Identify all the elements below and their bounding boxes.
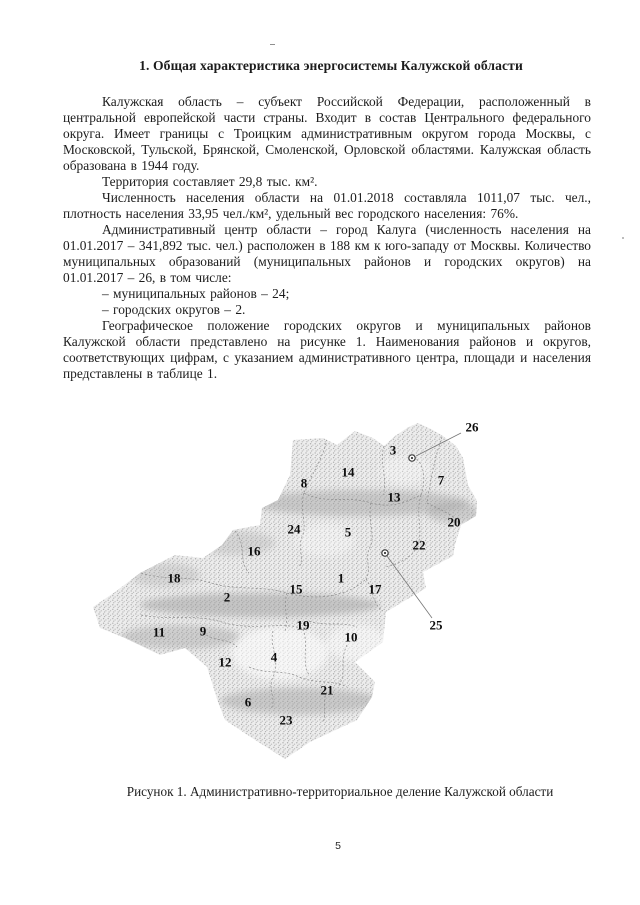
district-number-4: 4 — [270, 649, 278, 665]
district-number-19: 19 — [296, 617, 310, 633]
district-number-12: 12 — [218, 654, 232, 670]
paragraph-region-intro: Калужская область – субъект Российской Федерации, расположенный в центральной европейской части страны. Входит в состав Центрального федерального округа. Имеет границы с Троицким административным округом города Москвы, с Московской, Тульской, Брянской, Смоленской, Орловской областями. Калужская область образована в 1944 году. — [63, 94, 591, 173]
scan-artifact-speck — [622, 237, 624, 239]
page-number: 5 — [335, 840, 341, 852]
district-number-14: 14 — [341, 464, 355, 480]
district-number-2: 2 — [223, 589, 231, 605]
district-number-22: 22 — [412, 537, 426, 553]
district-number-16: 16 — [247, 543, 261, 559]
figure-caption: Рисунок 1. Административно-территориальное деление Калужской области — [126, 784, 554, 799]
district-number-3: 3 — [389, 442, 397, 458]
district-number-5: 5 — [344, 524, 352, 540]
district-number-17: 17 — [368, 581, 382, 597]
paragraph-territory: Территория составляет 29,8 тыс. км². — [102, 174, 318, 189]
city-marker-central-dot — [384, 552, 386, 554]
district-number-23: 23 — [279, 712, 293, 728]
paragraph-admin-center: Административный центр области – город Калуга (численность населения на 01.01.2017 – 341,892 тыс. чел.) расположен в 188 км к юго-западу от Москвы. Количество муниципальных образований (муниципальных районов и городских округов) на 01.01.2017 – 26, в том числе: — [63, 222, 591, 285]
district-number-24: 24 — [287, 521, 301, 537]
section-heading: 1. Общая характеристика энергосистемы Калужской области — [139, 58, 523, 73]
district-number-18: 18 — [167, 570, 181, 586]
district-number-7: 7 — [437, 472, 445, 488]
district-number-13: 13 — [387, 489, 401, 505]
scan-artifact-dash — [270, 44, 275, 45]
list-item-municipal-districts: – муниципальных районов – 24; — [102, 286, 290, 301]
figure-1-map — [75, 415, 515, 765]
district-number-9: 9 — [199, 623, 207, 639]
district-number-11: 11 — [152, 624, 166, 640]
district-number-8: 8 — [300, 475, 308, 491]
district-number-10: 10 — [344, 629, 358, 645]
district-number-6: 6 — [244, 694, 252, 710]
paragraph-geography: Географическое положение городских округов и муниципальных районов Калужской области представлено на рисунке 1. Наименования районов и округов, соответствующих цифрам, с указанием административного центра, площади и населения представлены в таблице 1. — [63, 318, 591, 381]
city-marker-north-dot — [411, 457, 413, 459]
district-number-25: 25 — [429, 617, 443, 633]
text-block — [63, 58, 591, 382]
paragraph-population: Численность населения области на 01.01.2018 составляла 1011,07 тыс. чел., плотность населения 33,95 чел./км², удельный вес городского населения: 76%. — [63, 190, 591, 221]
district-number-15: 15 — [289, 581, 303, 597]
district-number-1: 1 — [337, 570, 345, 586]
kaluga-region-map — [75, 415, 515, 765]
list-item-city-okrugs: – городских округов – 2. — [102, 302, 246, 317]
district-number-21: 21 — [320, 682, 334, 698]
district-number-20: 20 — [447, 514, 461, 530]
district-number-26: 26 — [465, 419, 479, 435]
